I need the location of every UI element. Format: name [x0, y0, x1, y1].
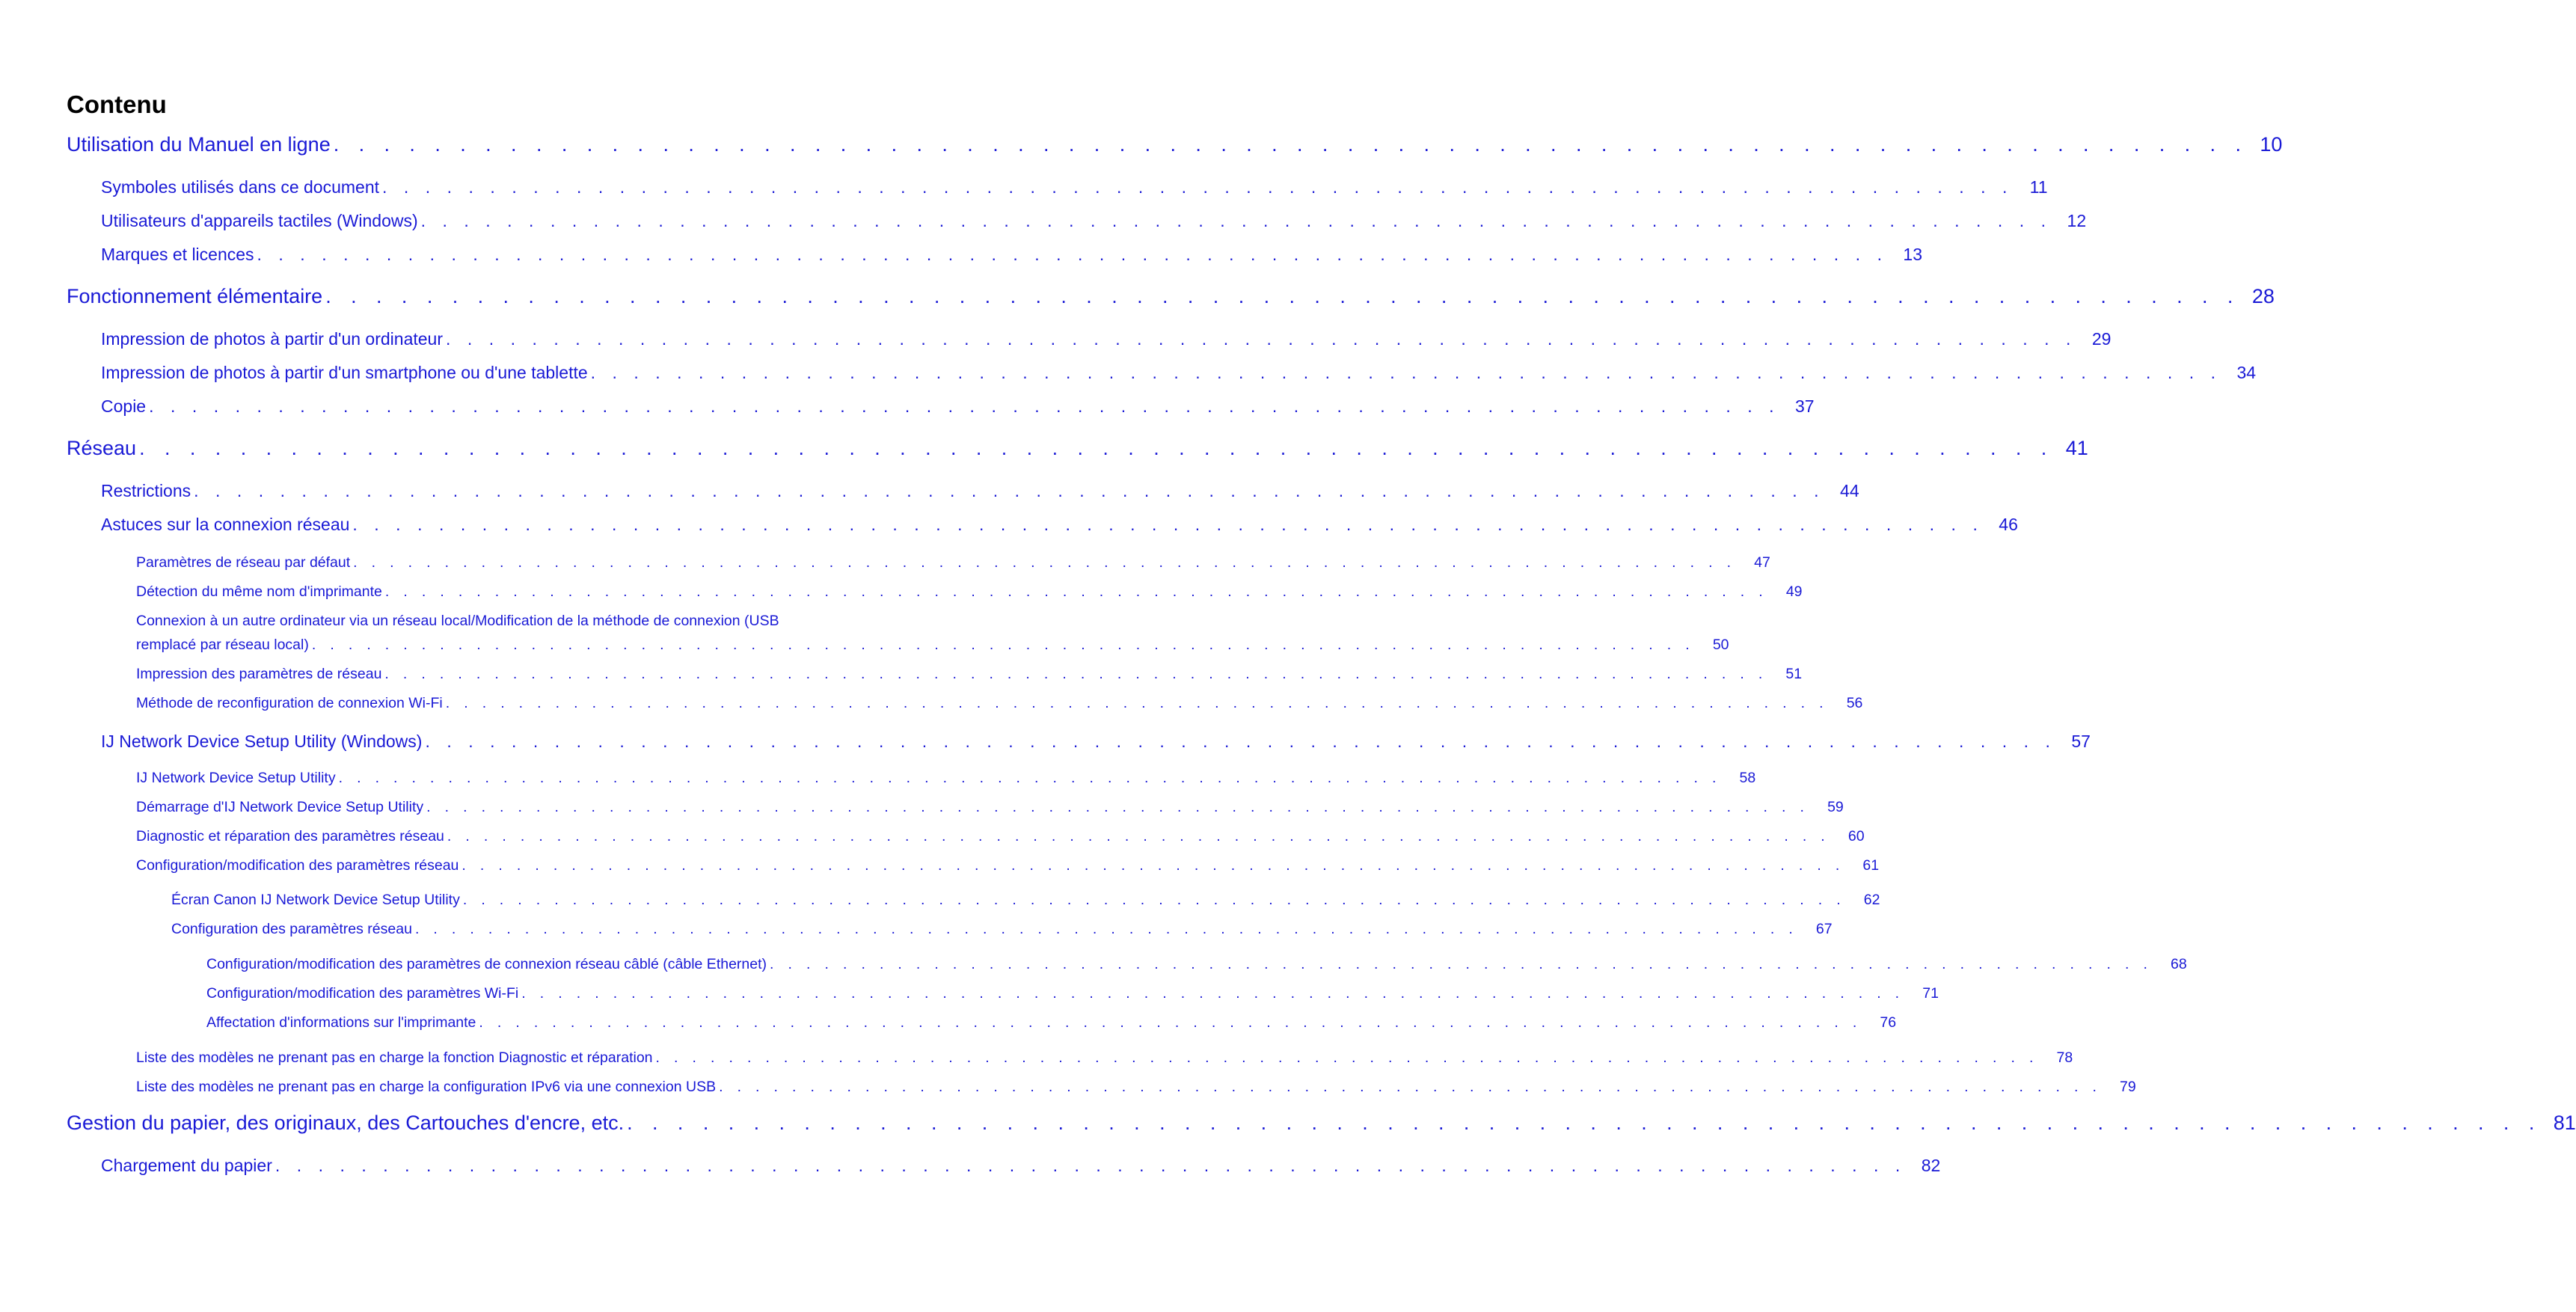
toc-page-number: 44 — [1840, 481, 1859, 500]
toc-entry[interactable] — [171, 921, 1833, 938]
toc-page-number: 51 — [1785, 666, 1803, 682]
dot-leader: . . . . . . . . . . . . . . . . . . . . . . . . . . . . . . . . . . . . . . . . . . . . . . . . . . . . . . . . . . . . . . . . . . . . . . . . . . . . — [275, 1156, 1907, 1175]
toc-entry[interactable] — [67, 1112, 2576, 1135]
toc-entry[interactable] — [101, 211, 2087, 231]
toc-entry-label: Liste des modèles ne prenant pas en charge la fonction Diagnostic et réparation — [136, 1049, 653, 1066]
dot-leader: . . . . . . . . . . . . . . . . . . . . . . . . . . . . . . . . . . . . . . . . . . . . . . . . . . . . . . . . . . . . . . . . . . . . . . . . . . . . — [447, 828, 1830, 844]
dot-leader: . . . . . . . . . . . . . . . . . . . . . . . . . . . . . . . . . . . . . . . . . . . . . . . . . . . . . . . . . . . . . . . . . . . . . . . . . . . . — [311, 637, 1695, 653]
toc-entry-label: Affectation d'informations sur l'imprimante — [206, 1014, 476, 1031]
toc-entry[interactable] — [136, 613, 1729, 654]
toc-entry-label: Écran Canon IJ Network Device Setup Utility — [171, 892, 460, 908]
toc-entry-label: Diagnostic et réparation des paramètres réseau — [136, 828, 444, 844]
toc-page-number: 71 — [1922, 985, 1939, 1002]
toc-entry-label: Liste des modèles ne prenant pas en charge la configuration IPv6 via une connexion USB — [136, 1079, 717, 1095]
toc-page-number: 29 — [2091, 329, 2112, 349]
dot-leader: . . . . . . . . . . . . . . . . . . . . . . . . . . . . . . . . . . . . . . . . . . . . . . . . . . . . . . . . . . . . . . . . . . . . . . . . . . . . — [139, 437, 2054, 459]
toc-page-number: 56 — [1846, 695, 1863, 711]
toc-page-number: 28 — [2251, 285, 2275, 307]
dot-leader: . . . . . . . . . . . . . . . . . . . . . . . . . . . . . . . . . . . . . . . . . . . . . . . . . . . . . . . . . . . . . . . . . . . . . . . . . . . . — [445, 695, 1829, 711]
toc-page-number: 61 — [1862, 857, 1880, 874]
toc-entry[interactable] — [101, 1156, 1941, 1176]
dot-leader: . . . . . . . . . . . . . . . . . . . . . . . . . . . . . . . . . . . . . . . . . . . . . . . . . . . . . . . . . . . . . . . . . . . . . . . . . . . . — [446, 329, 2077, 349]
toc-entry-label: Réseau — [67, 437, 137, 459]
toc-entry[interactable] — [136, 1079, 2136, 1096]
dot-leader: . . . . . . . . . . . . . . . . . . . . . . . . . . . . . . . . . . . . . . . . . . . . . . . . . . . . . . . . . . . . . . . . . . . . . . . . . . . . — [194, 481, 1825, 500]
toc-entry[interactable] — [136, 666, 1803, 683]
toc-entry[interactable] — [206, 1014, 1897, 1031]
toc-entry[interactable] — [101, 245, 1923, 265]
toc-entry-label-line1: Connexion à un autre ordinateur via un réseau local/Modification de la méthode de connexion (USB — [136, 613, 779, 629]
toc-page-number: 41 — [2065, 437, 2088, 459]
toc-entry[interactable] — [101, 481, 1859, 501]
toc-page-number: 50 — [1712, 637, 1729, 653]
toc-entry[interactable] — [206, 956, 2187, 973]
toc-entry-label: Impression de photos à partir d'un ordinateur — [101, 329, 443, 349]
toc-entry[interactable] — [67, 133, 2283, 156]
toc-entry-label: Restrictions — [101, 481, 191, 500]
toc-entry-label: Impression de photos à partir d'un smartphone ou d'une tablette — [101, 363, 588, 382]
dot-leader: . . . . . . . . . . . . . . . . . . . . . . . . . . . . . . . . . . . . . . . . . . . . . . . . . . . . . . . . . . . . . . . . . . . . . . . . . . . . — [627, 1112, 2542, 1134]
toc-page-number: 81 — [2553, 1112, 2576, 1134]
toc-entry-label: Configuration/modification des paramètres de connexion réseau câblé (câble Ethernet) — [206, 956, 767, 972]
toc-entry[interactable] — [101, 363, 2257, 383]
toc-page-number: 59 — [1827, 799, 1844, 815]
dot-leader: . . . . . . . . . . . . . . . . . . . . . . . . . . . . . . . . . . . . . . . . . . . . . . . . . . . . . . . . . . . . . . . . . . . . . . . . . . . . — [353, 554, 1736, 571]
toc-entry-label: Fonctionnement élémentaire — [67, 285, 323, 307]
toc-page-number: 76 — [1880, 1014, 1897, 1031]
toc-entry-label: Configuration/modification des paramètres réseau — [136, 857, 459, 874]
toc-page-number: 60 — [1847, 828, 1865, 844]
toc-page-number: 37 — [1794, 396, 1815, 416]
toc-entry-label: IJ Network Device Setup Utility — [136, 770, 336, 786]
dot-leader: . . . . . . . . . . . . . . . . . . . . . . . . . . . . . . . . . . . . . . . . . . . . . . . . . . . . . . . . . . . . . . . . . . . . . . . . . . . . — [770, 956, 2153, 972]
dot-leader: . . . . . . . . . . . . . . . . . . . . . . . . . . . . . . . . . . . . . . . . . . . . . . . . . . . . . . . . . . . . . . . . . . . . . . . . . . . . — [590, 363, 2222, 382]
toc-entry[interactable] — [101, 732, 2091, 752]
toc-entry-label: Copie — [101, 396, 147, 416]
dot-leader: . . . . . . . . . . . . . . . . . . . . . . . . . . . . . . . . . . . . . . . . . . . . . . . . . . . . . . . . . . . . . . . . . . . . . . . . . . . . — [257, 245, 1889, 264]
dot-leader: . . . . . . . . . . . . . . . . . . . . . . . . . . . . . . . . . . . . . . . . . . . . . . . . . . . . . . . . . . . . . . . . . . . . . . . . . . . . — [425, 732, 2056, 751]
toc-page-number: 67 — [1815, 921, 1833, 937]
toc-entry[interactable] — [206, 985, 1939, 1002]
toc-entry[interactable] — [67, 437, 2088, 460]
toc-entry[interactable] — [101, 515, 2018, 535]
toc-entry-label: Configuration/modification des paramètres Wi-Fi — [206, 985, 519, 1002]
dot-leader: . . . . . . . . . . . . . . . . . . . . . . . . . . . . . . . . . . . . . . . . . . . . . . . . . . . . . . . . . . . . . . . . . . . . . . . . . . . . — [414, 921, 1798, 937]
toc-page-number: 49 — [1785, 583, 1803, 600]
dot-leader: . . . . . . . . . . . . . . . . . . . . . . . . . . . . . . . . . . . . . . . . . . . . . . . . . . . . . . . . . . . . . . . . . . . . . . . . . . . . — [325, 285, 2240, 307]
toc-entry-label: Utilisation du Manuel en ligne — [67, 133, 331, 156]
toc-entry-label: remplacé par réseau local) — [136, 637, 309, 653]
dot-leader: . . . . . . . . . . . . . . . . . . . . . . . . . . . . . . . . . . . . . . . . . . . . . . . . . . . . . . . . . . . . . . . . . . . . . . . . . . . . — [338, 770, 1722, 786]
toc-page-number: 47 — [1754, 554, 1770, 571]
toc-page-number: 12 — [2067, 211, 2087, 230]
dot-leader: . . . . . . . . . . . . . . . . . . . . . . . . . . . . . . . . . . . . . . . . . . . . . . . . . . . . . . . . . . . . . . . . . . . . . . . . . . . . — [461, 857, 1845, 874]
dot-leader: . . . . . . . . . . . . . . . . . . . . . . . . . . . . . . . . . . . . . . . . . . . . . . . . . . . . . . . . . . . . . . . . . . . . . . . . . . . . — [655, 1049, 2039, 1066]
toc-entry-label: Détection du même nom d'imprimante — [136, 583, 382, 600]
toc-page-number: 62 — [1863, 892, 1880, 908]
toc-entry-label: Symboles utilisés dans ce document — [101, 177, 380, 197]
toc-page-number: 82 — [1921, 1156, 1941, 1175]
toc-page-number: 58 — [1739, 770, 1756, 786]
toc-entry-label: Paramètres de réseau par défaut — [136, 554, 351, 571]
toc-page-number: 68 — [2170, 956, 2187, 972]
toc-page-number: 79 — [2120, 1079, 2136, 1095]
toc-page-number: 13 — [1903, 245, 1923, 264]
toc-entry[interactable] — [171, 892, 1880, 909]
toc-entry[interactable] — [136, 857, 1880, 874]
dot-leader: . . . . . . . . . . . . . . . . . . . . . . . . . . . . . . . . . . . . . . . . . . . . . . . . . . . . . . . . . . . . . . . . . . . . . . . . . . . . — [352, 515, 1984, 534]
toc-page-number: 11 — [2029, 177, 2048, 197]
page-title: Contenu — [67, 91, 167, 118]
toc-entry[interactable] — [101, 329, 2112, 349]
toc-entry-label: Gestion du papier, des originaux, des Cartouches d'encre, etc. — [67, 1112, 625, 1134]
toc-entry[interactable] — [136, 770, 1756, 787]
toc-entry-label: Méthode de reconfiguration de connexion Wi-Fi — [136, 695, 443, 711]
dot-leader: . . . . . . . . . . . . . . . . . . . . . . . . . . . . . . . . . . . . . . . . . . . . . . . . . . . . . . . . . . . . . . . . . . . . . . . . . . . . — [719, 1079, 2102, 1095]
toc-page-number: 78 — [2056, 1049, 2073, 1066]
toc-entry[interactable] — [101, 177, 2048, 197]
dot-leader: . . . . . . . . . . . . . . . . . . . . . . . . . . . . . . . . . . . . . . . . . . . . . . . . . . . . . . . . . . . . . . . . . . . . . . . . . . . . — [426, 799, 1809, 815]
toc-entry-label: Configuration des paramètres réseau — [171, 921, 412, 937]
dot-leader: . . . . . . . . . . . . . . . . . . . . . . . . . . . . . . . . . . . . . . . . . . . . . . . . . . . . . . . . . . . . . . . . . . . . . . . . . . . . — [333, 133, 2248, 156]
toc-entry-label: IJ Network Device Setup Utility (Windows) — [101, 732, 423, 751]
toc-entry-label: Impression des paramètres de réseau — [136, 666, 382, 682]
dot-leader: . . . . . . . . . . . . . . . . . . . . . . . . . . . . . . . . . . . . . . . . . . . . . . . . . . . . . . . . . . . . . . . . . . . . . . . . . . . . — [384, 666, 1768, 682]
toc-entry[interactable] — [101, 396, 1815, 417]
toc-entry[interactable] — [67, 285, 2275, 308]
dot-leader: . . . . . . . . . . . . . . . . . . . . . . . . . . . . . . . . . . . . . . . . . . . . . . . . . . . . . . . . . . . . . . . . . . . . . . . . . . . . — [462, 892, 1846, 908]
toc-page-number: 10 — [2260, 133, 2283, 156]
toc-entry[interactable] — [136, 583, 1803, 601]
dot-leader: . . . . . . . . . . . . . . . . . . . . . . . . . . . . . . . . . . . . . . . . . . . . . . . . . . . . . . . . . . . . . . . . . . . . . . . . . . . . — [521, 985, 1904, 1002]
toc-entry-label: Astuces sur la connexion réseau — [101, 515, 350, 534]
dot-leader: . . . . . . . . . . . . . . . . . . . . . . . . . . . . . . . . . . . . . . . . . . . . . . . . . . . . . . . . . . . . . . . . . . . . . . . . . . . . — [149, 396, 1780, 416]
toc-page-number: 46 — [1999, 515, 2018, 534]
toc-entry[interactable] — [136, 554, 1770, 571]
toc-entry-label: Démarrage d'IJ Network Device Setup Utility — [136, 799, 424, 815]
dot-leader: . . . . . . . . . . . . . . . . . . . . . . . . . . . . . . . . . . . . . . . . . . . . . . . . . . . . . . . . . . . . . . . . . . . . . . . . . . . . — [384, 583, 1768, 600]
dot-leader: . . . . . . . . . . . . . . . . . . . . . . . . . . . . . . . . . . . . . . . . . . . . . . . . . . . . . . . . . . . . . . . . . . . . . . . . . . . . — [420, 211, 2052, 230]
toc-entry[interactable] — [136, 828, 1865, 845]
toc-entry-label: Marques et licences — [101, 245, 254, 264]
toc-entry[interactable] — [136, 799, 1844, 816]
toc-entry-label: Utilisateurs d'appareils tactiles (Windows) — [101, 211, 418, 230]
dot-leader: . . . . . . . . . . . . . . . . . . . . . . . . . . . . . . . . . . . . . . . . . . . . . . . . . . . . . . . . . . . . . . . . . . . . . . . . . . . . — [382, 177, 2014, 197]
toc-page-number: 34 — [2236, 363, 2257, 382]
toc-entry[interactable] — [136, 1049, 2073, 1067]
toc-entry-label: Chargement du papier — [101, 1156, 272, 1175]
toc-page-number: 57 — [2071, 732, 2091, 751]
toc-entry[interactable] — [136, 695, 1863, 712]
dot-leader: . . . . . . . . . . . . . . . . . . . . . . . . . . . . . . . . . . . . . . . . . . . . . . . . . . . . . . . . . . . . . . . . . . . . . . . . . . . . — [479, 1014, 1862, 1031]
